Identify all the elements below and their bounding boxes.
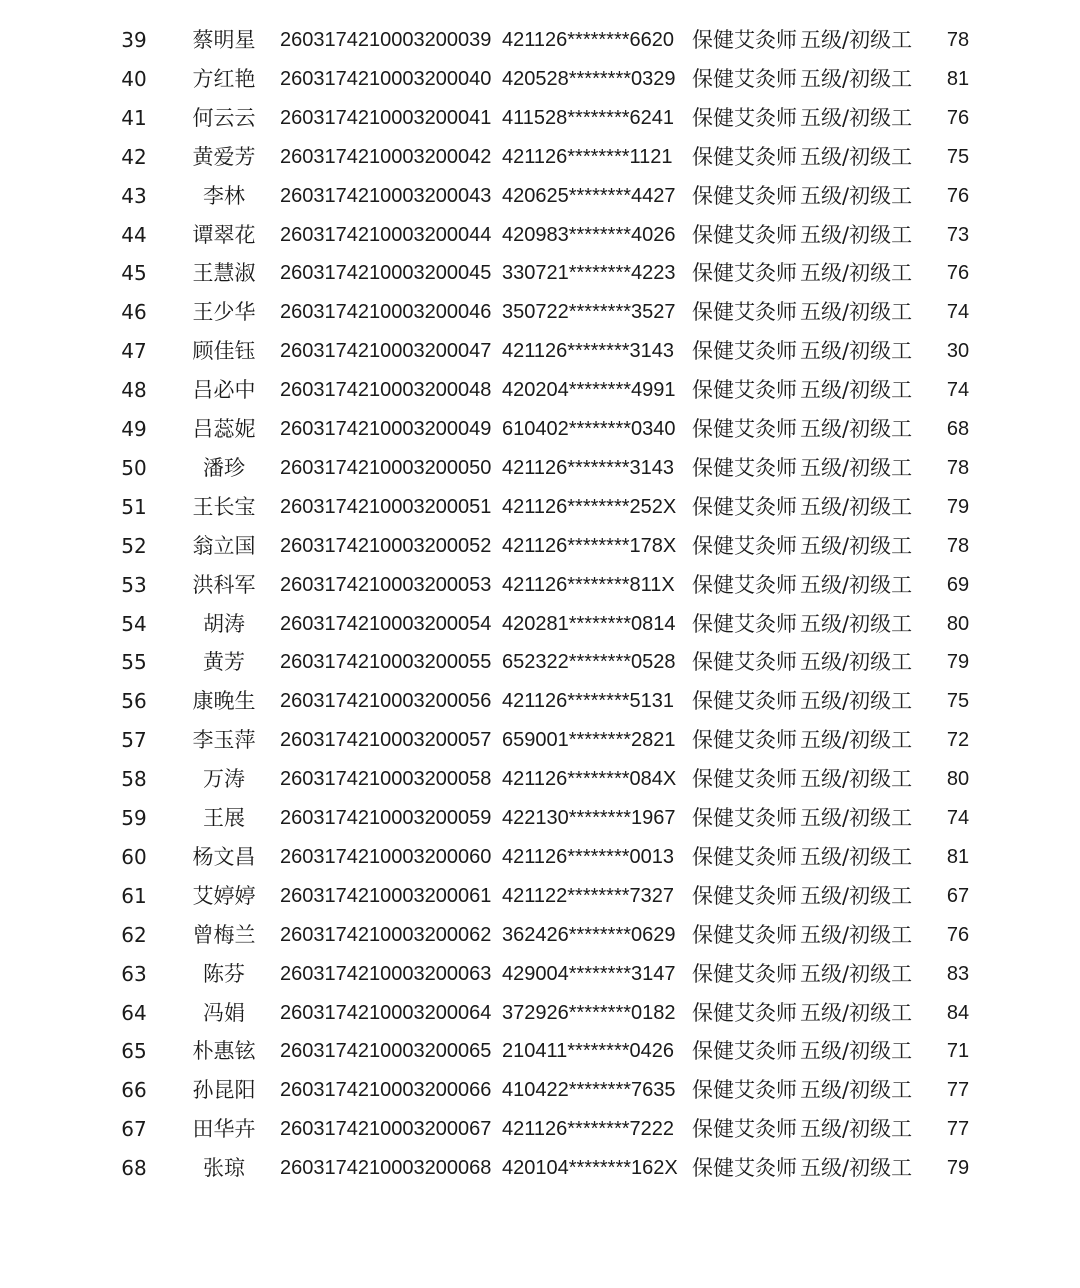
id-number: 421126********3143	[502, 340, 675, 363]
score: 68	[946, 418, 970, 440]
candidate-name: 谭翠花	[192, 222, 256, 247]
score: 69	[946, 573, 970, 596]
skill-level: 五级/初级工	[800, 417, 913, 441]
certificate-number: 2603174210003200053	[280, 573, 492, 596]
row-number: 50	[121, 455, 147, 480]
id-number: 421126********0013	[502, 845, 675, 868]
occupation: 保健艾灸师	[692, 28, 797, 52]
row-number: 55	[121, 650, 147, 675]
table-row	[0, 254, 1080, 293]
occupation: 保健艾灸师	[692, 261, 797, 286]
certificate-number: 2603174210003200063	[280, 962, 492, 985]
row-number: 51	[121, 494, 147, 519]
occupation: 保健艾灸师	[692, 455, 797, 480]
row-number: 41	[121, 105, 147, 130]
certificate-number: 2603174210003200042	[280, 145, 492, 168]
skill-level: 五级/初级工	[800, 378, 913, 403]
id-number: 420281********0814	[502, 612, 676, 635]
skill-level: 五级/初级工	[800, 728, 913, 753]
score: 79	[946, 651, 970, 674]
row-number: 42	[121, 144, 147, 169]
table-row	[0, 721, 1080, 760]
score: 77	[946, 1118, 970, 1141]
certificate-number: 2603174210003200057	[280, 729, 492, 752]
occupation: 保健艾灸师	[692, 650, 797, 675]
certificate-number: 2603174210003200039	[280, 29, 492, 51]
id-number: 421126********252X	[502, 495, 677, 518]
table-row	[0, 877, 1080, 916]
id-number: 421126********1121	[502, 145, 673, 168]
row-number: 52	[121, 533, 147, 558]
certificate-number: 2603174210003200067	[280, 1118, 492, 1141]
skill-level: 五级/初级工	[800, 339, 913, 364]
skill-level: 五级/初级工	[800, 611, 913, 636]
certificate-number: 2603174210003200058	[280, 768, 492, 791]
row-number: 40	[121, 66, 147, 91]
candidate-name: 王展	[203, 806, 245, 830]
row-number: 48	[121, 378, 147, 403]
score: 78	[946, 456, 970, 479]
table-row	[0, 488, 1080, 527]
candidate-name: 康晚生	[192, 689, 256, 714]
candidate-name: 胡涛	[203, 611, 245, 636]
occupation: 保健艾灸师	[692, 1156, 797, 1181]
certificate-number: 2603174210003200051	[280, 495, 492, 518]
skill-level: 五级/初级工	[800, 806, 913, 830]
skill-level: 五级/初级工	[800, 689, 913, 714]
row-number: 44	[121, 222, 147, 247]
row-number: 47	[121, 339, 147, 364]
certificate-number: 2603174210003200044	[280, 223, 492, 246]
row-number: 57	[121, 728, 147, 753]
table-row	[0, 838, 1080, 877]
skill-level: 五级/初级工	[800, 494, 913, 519]
table-row	[0, 1149, 1080, 1188]
id-number: 421126********3143	[502, 456, 675, 479]
id-number: 420104********162X	[502, 1157, 678, 1180]
candidate-name: 张琼	[203, 1156, 245, 1181]
certificate-number: 2603174210003200045	[280, 262, 492, 285]
table-row	[0, 760, 1080, 799]
table-row	[0, 916, 1080, 955]
occupation: 保健艾灸师	[692, 1078, 797, 1103]
row-number: 54	[121, 611, 147, 636]
id-number: 421126********811X	[502, 573, 675, 596]
score: 73	[946, 223, 970, 246]
table-row	[0, 566, 1080, 605]
score: 83	[946, 962, 970, 985]
skill-level: 五级/初级工	[800, 922, 913, 947]
skill-level: 五级/初级工	[800, 844, 913, 869]
id-number: 421126********7222	[502, 1118, 675, 1141]
occupation: 保健艾灸师	[692, 417, 797, 441]
id-number: 421126********5131	[502, 690, 675, 713]
candidate-name: 何云云	[192, 105, 256, 130]
candidate-name: 王长宝	[192, 494, 256, 519]
table-row	[0, 216, 1080, 255]
occupation: 保健艾灸师	[692, 1039, 797, 1064]
id-number: 420983********4026	[502, 223, 676, 246]
candidate-name: 曾梅兰	[192, 922, 256, 947]
score: 81	[946, 67, 970, 90]
skill-level: 五级/初级工	[800, 1000, 913, 1025]
table-row	[0, 449, 1080, 488]
certificate-number: 2603174210003200064	[280, 1001, 492, 1024]
occupation: 保健艾灸师	[692, 1000, 797, 1025]
occupation: 保健艾灸师	[692, 844, 797, 869]
row-number: 56	[121, 689, 147, 714]
id-number: 422130********1967	[502, 807, 676, 829]
id-number: 421122********7327	[502, 884, 675, 907]
score: 75	[946, 145, 970, 168]
row-number: 60	[121, 844, 147, 869]
candidate-name: 黄爱芳	[192, 144, 256, 169]
candidate-name: 杨文昌	[192, 844, 256, 869]
occupation: 保健艾灸师	[692, 494, 797, 519]
occupation: 保健艾灸师	[692, 922, 797, 947]
skill-level: 五级/初级工	[800, 222, 913, 247]
id-number: 411528********6241	[502, 106, 675, 129]
table-row	[0, 21, 1080, 60]
score: 79	[946, 1157, 970, 1180]
occupation: 保健艾灸师	[692, 728, 797, 753]
id-number: 659001********2821	[502, 729, 676, 752]
occupation: 保健艾灸师	[692, 144, 797, 169]
table-row	[0, 332, 1080, 371]
table-row	[0, 1110, 1080, 1149]
score: 30	[946, 340, 970, 363]
candidate-name: 朴惠铉	[192, 1039, 256, 1064]
row-number: 63	[121, 961, 147, 986]
score: 67	[946, 884, 970, 907]
row-number: 49	[121, 417, 147, 441]
certificate-number: 2603174210003200061	[280, 884, 492, 907]
score: 80	[946, 612, 970, 635]
id-number: 652322********0528	[502, 651, 676, 674]
occupation: 保健艾灸师	[692, 183, 797, 208]
row-number: 43	[121, 183, 147, 208]
id-number: 210411********0426	[502, 1040, 675, 1063]
id-number: 421126********178X	[502, 534, 677, 557]
occupation: 保健艾灸师	[692, 533, 797, 558]
skill-level: 五级/初级工	[800, 1117, 913, 1142]
score: 76	[946, 923, 970, 946]
score: 74	[946, 379, 970, 402]
score: 77	[946, 1079, 970, 1102]
certificate-number: 2603174210003200040	[280, 67, 492, 90]
occupation: 保健艾灸师	[692, 806, 797, 830]
row-number: 67	[121, 1117, 147, 1142]
table-row	[0, 527, 1080, 566]
occupation: 保健艾灸师	[692, 300, 797, 325]
certificate-number: 2603174210003200050	[280, 456, 492, 479]
certificate-number: 2603174210003200048	[280, 379, 492, 402]
table-row	[0, 99, 1080, 138]
skill-level: 五级/初级工	[800, 1078, 913, 1103]
id-number: 610402********0340	[502, 418, 676, 440]
skill-level: 五级/初级工	[800, 1039, 913, 1064]
skill-level: 五级/初级工	[800, 105, 913, 130]
certificate-number: 2603174210003200068	[280, 1157, 492, 1180]
skill-level: 五级/初级工	[800, 572, 913, 597]
skill-level: 五级/初级工	[800, 144, 913, 169]
score: 76	[946, 184, 970, 207]
table-row	[0, 1032, 1080, 1071]
skill-level: 五级/初级工	[800, 300, 913, 325]
id-number: 362426********0629	[502, 923, 676, 946]
skill-level: 五级/初级工	[800, 1156, 913, 1181]
row-number: 62	[121, 922, 147, 947]
candidate-name: 顾佳钰	[192, 339, 256, 364]
skill-level: 五级/初级工	[800, 650, 913, 675]
table-row	[0, 955, 1080, 994]
certificate-number: 2603174210003200049	[280, 418, 492, 440]
score: 74	[946, 301, 970, 324]
certificate-number: 2603174210003200055	[280, 651, 492, 674]
candidate-name: 李林	[203, 183, 245, 208]
certificate-number: 2603174210003200059	[280, 807, 492, 829]
score: 78	[946, 29, 970, 51]
candidate-name: 万涛	[203, 767, 245, 792]
candidate-name: 翁立国	[192, 533, 256, 558]
candidate-name: 洪科军	[192, 572, 256, 597]
row-number: 59	[121, 806, 147, 830]
skill-level: 五级/初级工	[800, 455, 913, 480]
candidate-name: 冯娟	[203, 1000, 245, 1025]
score: 72	[946, 729, 970, 752]
certificate-number: 2603174210003200043	[280, 184, 492, 207]
skill-level: 五级/初级工	[800, 66, 913, 91]
table-row	[0, 994, 1080, 1033]
id-number: 372926********0182	[502, 1001, 676, 1024]
id-number: 421126********084X	[502, 768, 677, 791]
id-number: 421126********6620	[502, 29, 675, 51]
occupation: 保健艾灸师	[692, 767, 797, 792]
occupation: 保健艾灸师	[692, 1117, 797, 1142]
table-row	[0, 177, 1080, 216]
table-row	[0, 605, 1080, 644]
certificate-number: 2603174210003200047	[280, 340, 492, 363]
id-number: 429004********3147	[502, 962, 676, 985]
candidate-name: 潘珍	[203, 455, 245, 480]
skill-level: 五级/初级工	[800, 28, 913, 52]
skill-level: 五级/初级工	[800, 261, 913, 286]
candidate-name: 孙昆阳	[192, 1078, 256, 1103]
occupation: 保健艾灸师	[692, 689, 797, 714]
occupation: 保健艾灸师	[692, 572, 797, 597]
table-row	[0, 60, 1080, 99]
candidate-name: 方红艳	[192, 66, 256, 91]
score: 76	[946, 262, 970, 285]
candidate-name: 王慧淑	[192, 261, 256, 286]
table-row	[0, 1071, 1080, 1110]
certificate-number: 2603174210003200052	[280, 534, 492, 557]
occupation: 保健艾灸师	[692, 611, 797, 636]
certificate-number: 2603174210003200062	[280, 923, 492, 946]
table-row	[0, 643, 1080, 682]
occupation: 保健艾灸师	[692, 961, 797, 986]
score: 79	[946, 495, 970, 518]
certificate-number: 2603174210003200046	[280, 301, 492, 324]
occupation: 保健艾灸师	[692, 105, 797, 130]
certificate-number: 2603174210003200041	[280, 106, 492, 129]
occupation: 保健艾灸师	[692, 378, 797, 403]
row-number: 68	[121, 1156, 147, 1181]
occupation: 保健艾灸师	[692, 339, 797, 364]
row-number: 39	[121, 28, 147, 52]
occupation: 保健艾灸师	[692, 222, 797, 247]
score: 84	[946, 1001, 970, 1024]
candidate-name: 陈芬	[203, 961, 245, 986]
occupation: 保健艾灸师	[692, 883, 797, 908]
candidate-name: 李玉萍	[192, 728, 256, 753]
certificate-number: 2603174210003200066	[280, 1079, 492, 1102]
score: 78	[946, 534, 970, 557]
skill-level: 五级/初级工	[800, 883, 913, 908]
row-number: 61	[121, 883, 147, 908]
id-number: 410422********7635	[502, 1079, 676, 1102]
candidate-name: 蔡明星	[192, 28, 256, 52]
candidate-name: 王少华	[192, 300, 256, 325]
id-number: 420204********4991	[502, 379, 676, 402]
table-row	[0, 138, 1080, 177]
row-number: 53	[121, 572, 147, 597]
row-number: 45	[121, 261, 147, 286]
score: 71	[946, 1040, 970, 1063]
certificate-number: 2603174210003200056	[280, 690, 492, 713]
score: 74	[946, 807, 970, 829]
score: 80	[946, 768, 970, 791]
row-number: 58	[121, 767, 147, 792]
certificate-number: 2603174210003200060	[280, 845, 492, 868]
table-row	[0, 682, 1080, 721]
candidate-name: 吕蕊妮	[192, 417, 256, 441]
candidate-name: 田华卉	[192, 1117, 256, 1142]
table-row	[0, 410, 1080, 449]
certificate-number: 2603174210003200054	[280, 612, 492, 635]
certificate-number: 2603174210003200065	[280, 1040, 492, 1063]
table-row	[0, 371, 1080, 410]
candidate-name: 黄芳	[203, 650, 245, 675]
row-number: 66	[121, 1078, 147, 1103]
skill-level: 五级/初级工	[800, 183, 913, 208]
id-number: 330721********4223	[502, 262, 676, 285]
row-number: 64	[121, 1000, 147, 1025]
skill-level: 五级/初级工	[800, 767, 913, 792]
candidate-name: 艾婷婷	[192, 883, 256, 908]
id-number: 420528********0329	[502, 67, 676, 90]
row-number: 65	[121, 1039, 147, 1064]
row-number: 46	[121, 300, 147, 325]
table-row	[0, 799, 1080, 838]
skill-level: 五级/初级工	[800, 533, 913, 558]
id-number: 350722********3527	[502, 301, 676, 324]
candidate-name: 吕必中	[192, 378, 256, 403]
table-row	[0, 293, 1080, 332]
occupation: 保健艾灸师	[692, 66, 797, 91]
id-number: 420625********4427	[502, 184, 676, 207]
score: 76	[946, 106, 970, 129]
score: 75	[946, 690, 970, 713]
score: 81	[946, 845, 970, 868]
skill-level: 五级/初级工	[800, 961, 913, 986]
